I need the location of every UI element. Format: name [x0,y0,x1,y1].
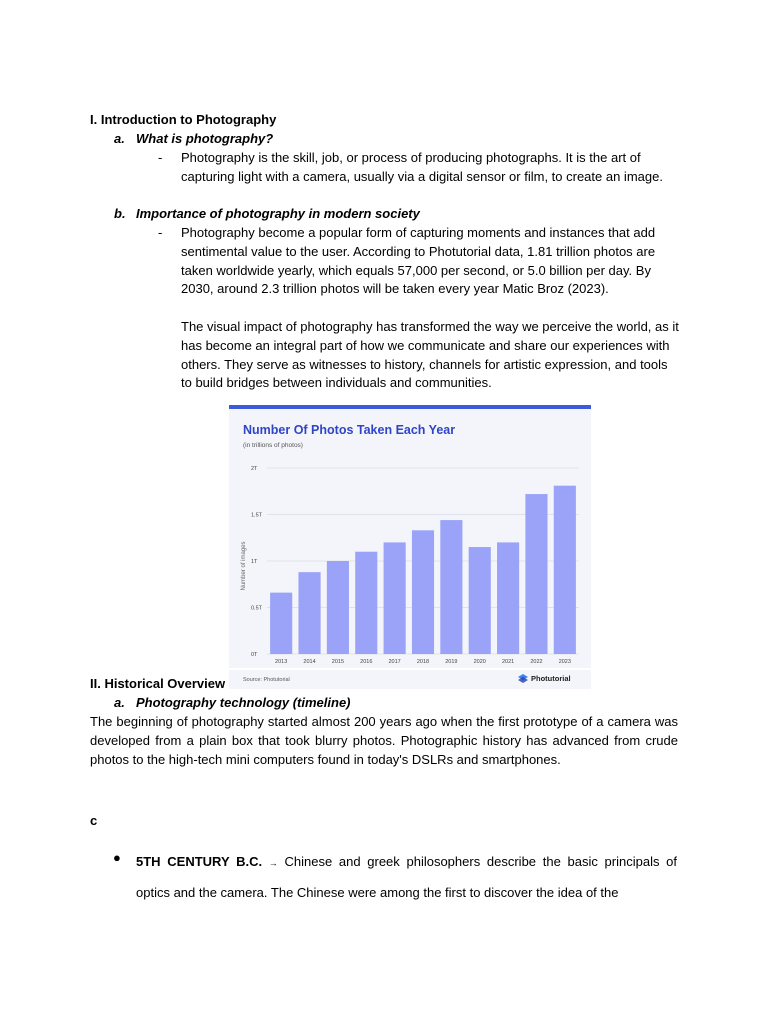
chart-x-tick-label: 2023 [558,659,571,665]
chart-bar-2017 [384,542,406,654]
chart-bar-2023 [554,486,576,654]
arrow-icon: → [268,858,278,868]
chart-x-tick-label: 2018 [416,659,430,665]
chart-bar-2021 [497,542,519,654]
subsection-b-number: b. [114,206,126,221]
chart-bar-2015 [327,561,349,654]
chart-y-tick-label: 1T [251,559,258,565]
chart-x-tick-label: 2021 [501,659,515,665]
timeline-bullet-item [136,847,677,907]
chart-y-axis-label: Number of images [241,541,247,591]
chart-x-tick-label: 2019 [445,659,458,665]
importance-paragraph-1: Photography become a popular form of capturing moments and instances that add sentimental value to the user. According to Photutorial data, 1.81 trillion photos are taken worldwide yearly, which equals 57,000 per second, or 5.0 billion per day. By 2030, around 2.3 trillion photos will be taken every year Matic Broz (2023). [181,225,656,297]
chart-x-tick-label: 2016 [360,659,373,665]
list-dash: - [158,225,163,240]
section-2-subsection-a-heading [114,695,351,710]
chart-bar-2016 [355,552,377,654]
chart-x-tick-label: 2014 [303,659,316,665]
chart-y-tick-label: 0.5T [251,605,263,612]
chart-y-tick-label: 1.5T [251,512,263,519]
chart-y-tick-label: 2T [251,466,258,472]
what-is-photography-paragraph: Photography is the skill, job, or process of producing photographs. It is the art of capturing light with a camera, usually via a digital sensor or film, to create an image. [181,150,663,184]
chart-subtitle: (in trillions of photos) [243,442,303,449]
bullet-text: Chinese and greek philosophers describe the basic principals of optics and the camera. The Chinese were among the first to discover the idea of the [136,854,677,900]
subsection-a-title: What is photography? [136,131,274,146]
chart-bar-2020 [469,547,491,654]
photos-per-year-chart [229,405,591,689]
section-2-subsection-a-title: Photography technology (timeline) [136,695,351,710]
chart-y-tick-label: 0T [251,652,258,658]
section-1-heading: I. Introduction to Photography [90,112,277,127]
chart-x-tick-label: 2015 [331,659,345,665]
chart-x-tick-label: 2013 [275,659,288,665]
timeline-intro-paragraph: The beginning of photography started almost 200 years ago when the first prototype of a camera was developed from a plain box that took blurry photos. Photographic history has advanced from crude photos to the high-tech mini computers found in today's DSLRs and smartphones. [90,714,678,767]
photutorial-logo-icon [518,674,528,683]
chart-x-tick-label: 2020 [473,659,486,665]
chart-bar-2014 [298,572,320,654]
chart-x-tick-label: 2017 [388,659,401,665]
section-2-subsection-a-number: a. [114,695,125,710]
bullet-lead: 5TH CENTURY B.C. [136,854,263,869]
c-label: c [90,813,98,828]
chart-title: Number Of Photos Taken Each Year [243,423,456,437]
section-2-heading: II. Historical Overview [90,676,226,691]
importance-paragraph-2: The visual impact of photography has transformed the way we perceive the world, as it has become an integral part of how we communicate and share our experiences with others. They serve as witnesses to history, channels for artistic expression, and tools to build bridges between individuals and communities. [181,319,679,391]
subsection-b-title: Importance of photography in modern society [136,206,420,221]
chart-brand: Photutorial [531,674,571,683]
chart-bar-2022 [525,494,547,654]
subsection-a-heading [114,131,273,146]
chart-bar-2019 [440,520,462,654]
chart-bar-2013 [270,593,292,654]
chart-x-tick-label: 2022 [530,659,543,665]
subsection-a-number: a. [114,131,125,146]
bullet-marker: ● [113,850,121,865]
chart-bar-2018 [412,530,434,654]
chart-source: Source: Photutorial [243,677,290,683]
list-dash: - [158,150,163,165]
chart-svg [229,409,591,689]
subsection-b-heading [114,206,420,221]
